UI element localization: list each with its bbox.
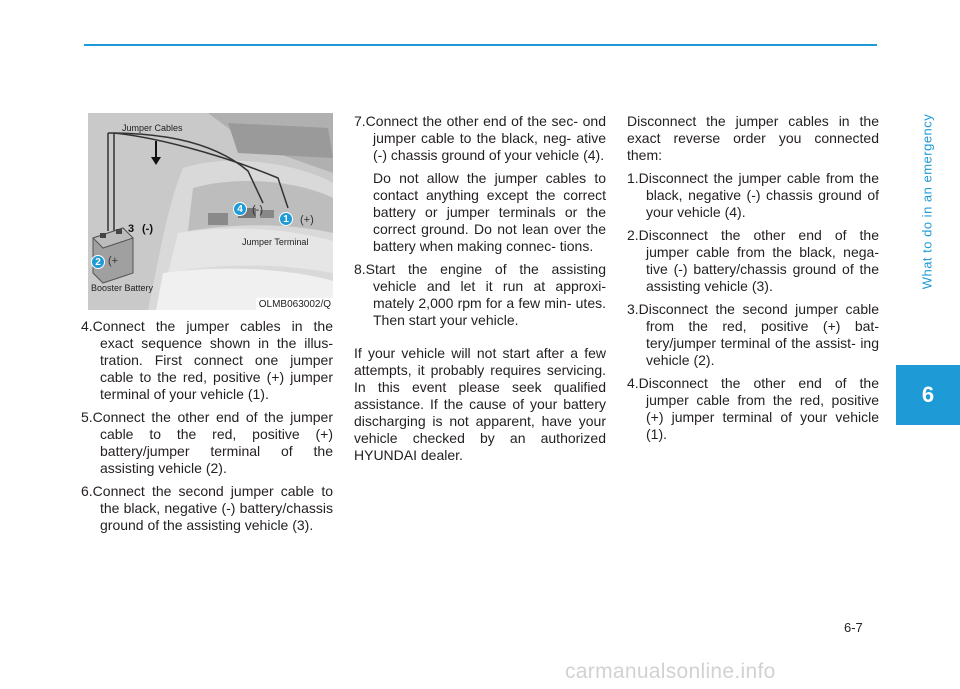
column-right [627, 113, 879, 449]
callout-negative-right: (-) [252, 204, 263, 216]
column-left [81, 318, 333, 540]
step-4: 4.Connect the jumper cables in the exact sequence shown in the illus- tration. First connect one jumper cable to the red, positive (+) jumper terminal of your vehicle (1). [81, 318, 333, 402]
paragraph-spacer [354, 335, 606, 345]
figure-code: OLMB063002/Q [256, 298, 333, 310]
watermark: carmanualsonline.info [565, 660, 776, 683]
car-trunk-drawing [88, 113, 333, 310]
callout-1-badge: 1 [279, 212, 293, 226]
label-jumper-terminal: Jumper Terminal [242, 237, 309, 247]
step-7: 7.Connect the other end of the sec- ond jumper cable to the black, neg- ative (-) chassis ground of your vehicle (4). [354, 113, 606, 163]
service-paragraph: If your vehicle will not start after a few attempts, it probably requires servicing. In this event please seek qualified assistance. If the cause of your battery discharging is not apparent, have your vehicle checked by an authorized HYUNDAI dealer. [354, 345, 606, 463]
label-booster-battery: Booster Battery [91, 283, 154, 293]
step-8: 8.Start the engine of the assisting vehicle and let it run at approxi- mately 2,000 rpm for a few min- utes. Then start your vehicle. [354, 261, 606, 328]
disconnect-step-2: 2.Disconnect the other end of the jumper cable from the black, nega- tive (-) battery/chassis ground of the assisting vehicle (3). [627, 227, 879, 294]
callout-positive-left: (+ [108, 255, 119, 267]
disconnect-step-1: 1.Disconnect the jumper cable from the black, negative (-) chassis ground of your vehicle (4). [627, 170, 879, 220]
label-jumper-cables: Jumper Cables [122, 123, 183, 133]
callout-4-badge: 4 [233, 202, 247, 216]
callout-3-number: 3 [128, 223, 135, 235]
callout-negative-left: (-) [142, 223, 153, 235]
callout-positive-right: (+) [300, 214, 314, 226]
section-title-text: What to do in an emergency [919, 113, 935, 289]
disconnect-intro: Disconnect the jumper cables in the exact reverse order you connected them: [627, 113, 879, 163]
disconnect-step-3: 3.Disconnect the second jumper cable from the red, positive (+) bat- tery/jumper terminal of the assist- ing vehicle (2). [627, 301, 879, 368]
chapter-tab: 6 [896, 365, 960, 425]
step-5: 5.Connect the other end of the jumper cable to the red, positive (+) battery/jumper terminal of the assisting vehicle (2). [81, 409, 333, 476]
disconnect-step-4: 4.Disconnect the other end of the jumper cable from the red, positive (+) jumper terminal of your vehicle (1). [627, 375, 879, 442]
section-side-title [918, 36, 936, 366]
column-middle [354, 113, 606, 464]
step-6: 6.Connect the second jumper cable to the black, negative (-) battery/chassis ground of the assisting vehicle (3). [81, 483, 333, 533]
step-7-note: Do not allow the jumper cables to contact anything except the correct battery or jumper terminals or the correct ground. Do not lean over the battery when making connec- tions. [373, 170, 606, 254]
page-number: 6-7 [844, 620, 863, 635]
callout-2-badge: 2 [91, 255, 105, 269]
jump-start-illustration [88, 113, 333, 310]
header-rule [84, 44, 877, 46]
